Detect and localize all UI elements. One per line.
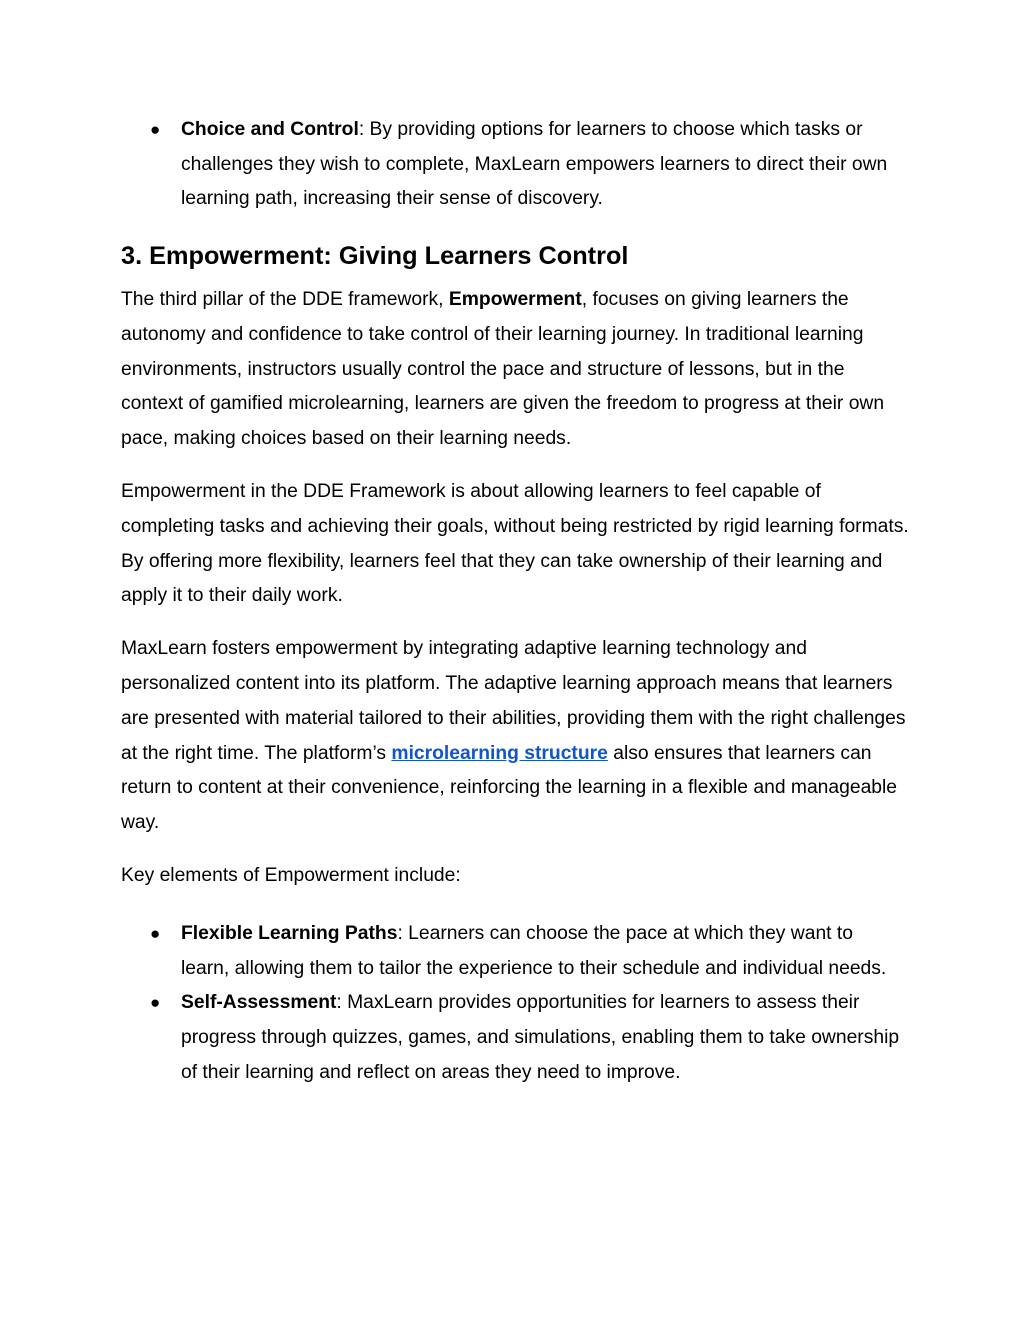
- list-item-self-assessment: [121, 986, 901, 1090]
- bullet-icon: ●: [150, 993, 161, 1013]
- section-heading: 3. Empowerment: Giving Learners Control: [121, 242, 629, 271]
- list-item-term: Self-Assessment: [181, 992, 337, 1014]
- list-item-term: Choice and Control: [181, 119, 359, 140]
- paragraph-text: also ensures that learners can return to content at their convenience, reinforcing the learning in a flexible and manageable way.: [121, 742, 898, 833]
- list-item-choice-and-control: [121, 113, 901, 217]
- microlearning-structure-link[interactable]: microlearning structure: [391, 742, 608, 764]
- list-item-flexible-learning-paths: [121, 917, 901, 986]
- bullet-icon: ●: [150, 120, 161, 139]
- top-bullet-list: [121, 113, 911, 217]
- paragraph-empowerment-definition: Empowerment in the DDE Framework is about allowing learners to feel capable of completing tasks and achieving their goals, without being restricted by rigid learning formats. By offering more flexibility, learners feel that they can take ownership of their learning and apply it to their daily work.: [121, 481, 909, 607]
- paragraph-text: The third pillar of the DDE framework,: [121, 289, 449, 311]
- list-item-term: Flexible Learning Paths: [181, 922, 398, 944]
- bullet-icon: ●: [150, 923, 161, 943]
- list-item-text: : By providing options for learners to choose which tasks or challenges they wish to complete, MaxLearn empowers learners to direct their own learning path, increasing their sense of discovery.: [181, 119, 888, 210]
- bottom-bullet-list: [121, 917, 911, 1091]
- paragraph-maxlearn: [121, 632, 911, 840]
- paragraph-text: , focuses on giving learners the autonomy and confidence to take control of their learning journey. In traditional learning environments, instructors usually control the pace and structure of lessons, but in the context of gamified microlearning, learners are given the freedom to progress at their own pace, making choices based on their learning needs.: [121, 289, 885, 449]
- paragraph-text: MaxLearn fosters empowerment by integrating adaptive learning technology and personalized content into its platform. The adaptive learning approach means that learners are presented with material tailored to their abilities, providing them with the right challenges at the right time. The platform’s: [121, 638, 906, 764]
- list-item-text: : Learners can choose the pace at which they want to learn, allowing them to tailor the experience to their schedule and individual needs.: [181, 922, 887, 979]
- paragraph-key-elements: Key elements of Empowerment include:: [121, 865, 461, 887]
- paragraph-intro: [121, 283, 911, 457]
- list-item-text: : MaxLearn provides opportunities for learners to assess their progress through quizzes, games, and simulations, enabling them to take ownership of their learning and reflect on areas they need to improve.: [181, 992, 900, 1083]
- emphasis-text: Empowerment: [448, 289, 582, 311]
- document-page: [121, 113, 911, 1090]
